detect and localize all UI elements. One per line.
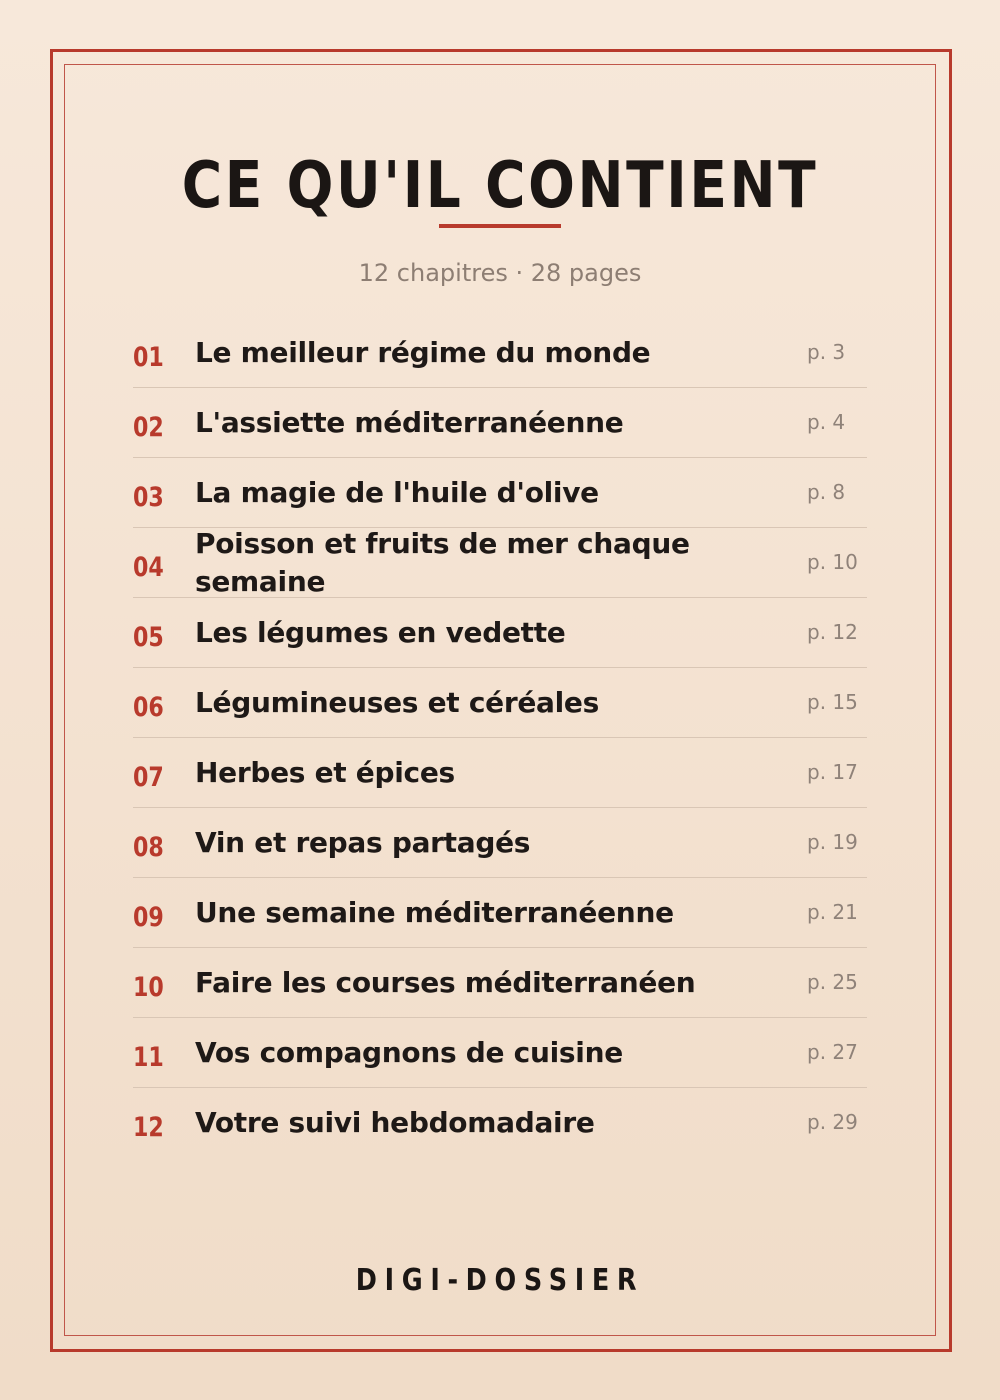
- chapter-title: Herbes et épices: [195, 756, 455, 789]
- brand-footer: DIGI-DOSSIER: [355, 1263, 645, 1298]
- toc-row[interactable]: [133, 948, 867, 1018]
- toc-row[interactable]: [133, 388, 867, 458]
- chapter-page: p. 12: [807, 620, 858, 644]
- chapter-title: Poisson et fruits de mer chaque semaine: [195, 527, 690, 598]
- chapter-title: Faire les courses méditerranéen: [195, 966, 696, 999]
- chapter-page: p. 15: [807, 690, 858, 714]
- chapter-number: 10: [133, 972, 164, 1003]
- chapter-title: La magie de l'huile d'olive: [195, 476, 599, 509]
- toc-row[interactable]: [133, 318, 867, 388]
- page-subtitle: 12 chapitres · 28 pages: [358, 259, 642, 287]
- chapter-number: 11: [133, 1042, 164, 1073]
- chapter-page: p. 25: [807, 970, 858, 994]
- chapter-number: 05: [133, 622, 164, 653]
- toc-row[interactable]: [133, 808, 867, 878]
- chapter-page: p. 4: [807, 410, 846, 434]
- chapter-page: p. 19: [807, 830, 858, 854]
- title-underline: [439, 224, 561, 228]
- toc-row[interactable]: [133, 738, 867, 808]
- chapter-number: 04: [133, 552, 164, 583]
- chapter-page: p. 10: [807, 550, 858, 574]
- chapter-title: L'assiette méditerranéenne: [195, 406, 624, 439]
- chapter-page: p. 3: [807, 340, 846, 364]
- chapter-title: Vos compagnons de cuisine: [195, 1036, 623, 1069]
- chapter-number: 12: [133, 1112, 164, 1143]
- chapter-title: Vin et repas partagés: [195, 826, 531, 859]
- toc-row[interactable]: [133, 1018, 867, 1088]
- chapter-title: Une semaine méditerranéenne: [195, 896, 674, 929]
- chapter-number: 02: [133, 412, 164, 443]
- chapter-title: Le meilleur régime du monde: [195, 336, 651, 369]
- toc-row[interactable]: [133, 598, 867, 668]
- chapter-number: 03: [133, 482, 164, 513]
- chapter-page: p. 27: [807, 1040, 858, 1064]
- chapter-page: p. 17: [807, 760, 858, 784]
- chapter-page: p. 29: [807, 1110, 858, 1134]
- chapter-title: Votre suivi hebdomadaire: [195, 1106, 595, 1139]
- table-of-contents: [133, 318, 867, 1158]
- chapter-number: 08: [133, 832, 164, 863]
- chapter-number: 06: [133, 692, 164, 723]
- chapter-title: Les légumes en vedette: [195, 616, 566, 649]
- chapter-title: Légumineuses et céréales: [195, 686, 599, 719]
- chapter-page: p. 21: [807, 900, 858, 924]
- chapter-number: 07: [133, 762, 164, 793]
- toc-row[interactable]: [133, 878, 867, 948]
- toc-row[interactable]: [133, 528, 867, 598]
- chapter-page: p. 8: [807, 480, 846, 504]
- toc-row[interactable]: [133, 668, 867, 738]
- toc-row[interactable]: [133, 1088, 867, 1158]
- page-title: CE QU'IL CONTIENT: [181, 149, 819, 223]
- chapter-number: 01: [133, 342, 164, 373]
- chapter-number: 09: [133, 902, 164, 933]
- toc-row[interactable]: [133, 458, 867, 528]
